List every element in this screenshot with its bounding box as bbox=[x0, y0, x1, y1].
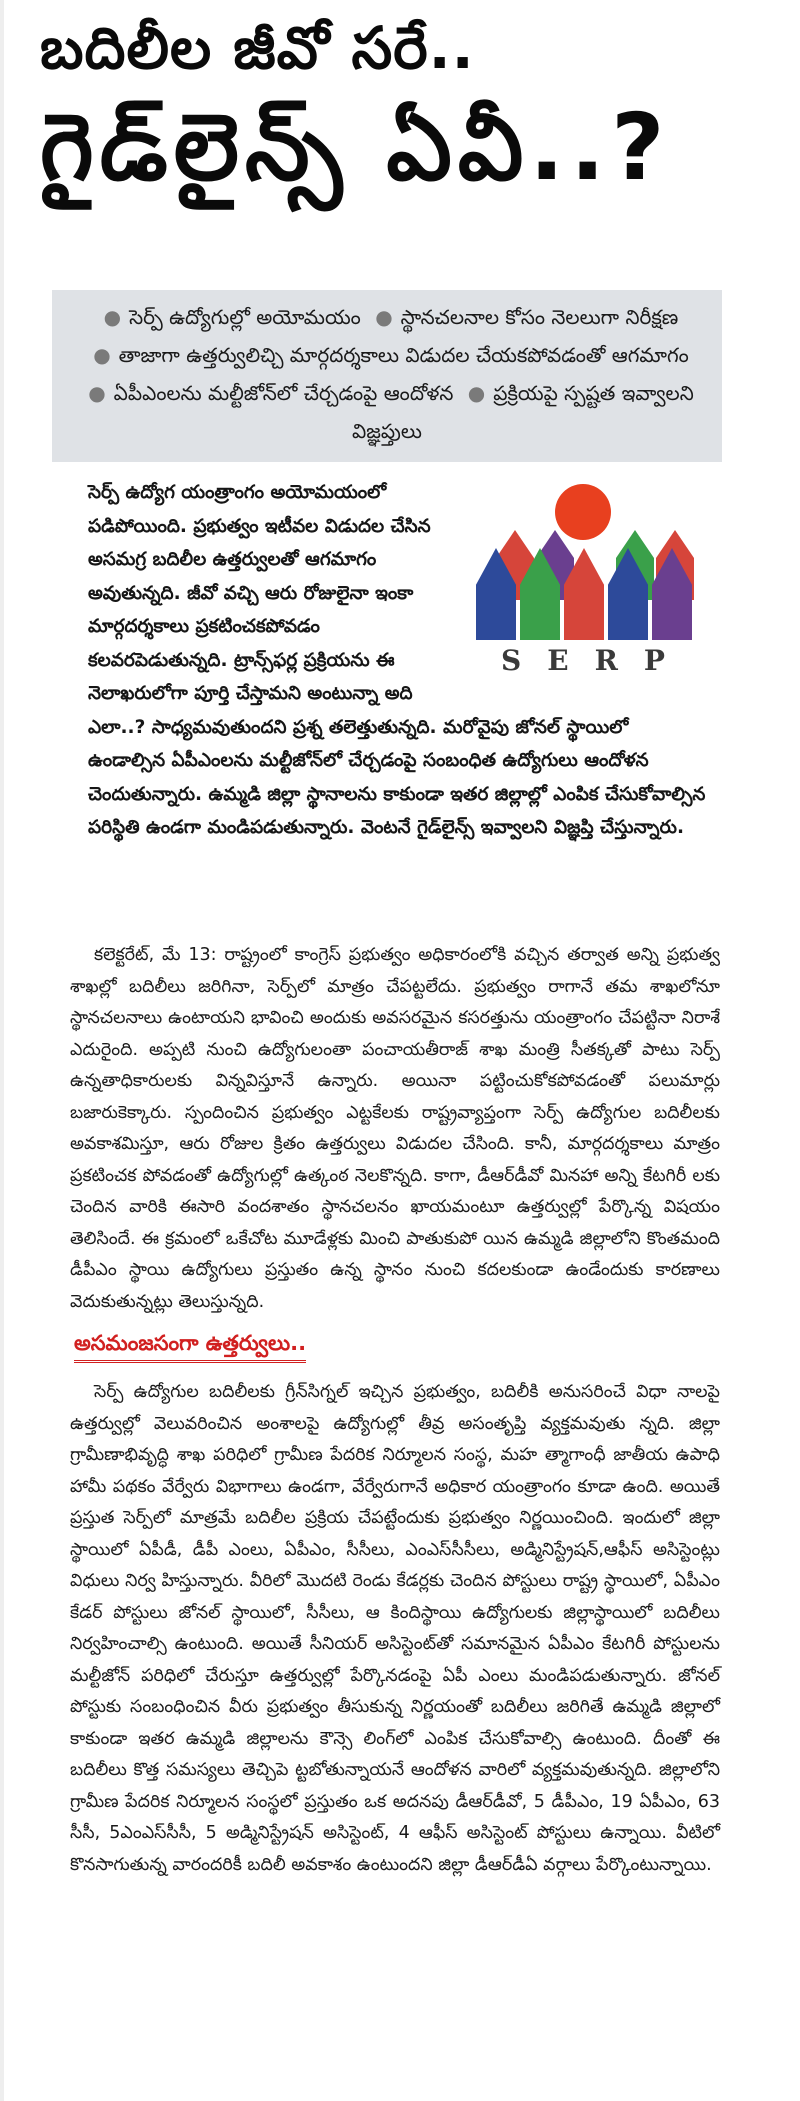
summary-point: తాజాగా ఉత్తర్వులిచ్చి మార్గదర్శకాలు విడుదల చేయకపోవడంతో ఆగమాగం bbox=[118, 343, 689, 367]
article-body bbox=[70, 940, 720, 1881]
serp-logo-icon bbox=[468, 482, 698, 642]
headline-line-2: గైడ్‌లైన్స్ ఏవీ..? bbox=[40, 94, 671, 201]
headline-line-1: బదిలీల జీవో సరే.. bbox=[40, 14, 475, 82]
bullet-icon: ● bbox=[375, 305, 393, 329]
bullet-icon: ● bbox=[103, 305, 122, 329]
intro-text: సెర్ప్ ఉద్యోగ యంత్రాంగం అయోమయంలో పడిపోయింది. ప్రభుత్వం ఇటీవల విడుదల చేసిన అసమగ్ర బదిలీల ఉత్తర్వులతో ఆగమాగం అవుతున్నది. జీవో వచ్చి ఆరు రోజులైనా ఇంకా మార్గదర్శకాలు ప్రకటించకపోవడం కలవరపెడుతున్నది. ట్రాన్స్‌ఫర్ల ప్రక్రియను ఈ నెలాఖరులోగా పూర్తి చేస్తామని అంటున్నా అది ఎలా..? సాధ్యమవుతుందని ప్రశ్న తలెత్తుతున్నది. మరోవైపు జోనల్ స్థాయిలో ఉండాల్సిన ఏపీఎంలను మల్టీజోన్‌లో చేర్చడంపై సంబంధిత ఉద్యోగులు ఆందోళన చెందుతున్నారు. ఉమ్మడి జిల్లా స్థానాలను కాకుండా ఇతర జిల్లాల్లో ఎంపిక చేసుకోవాల్సిన పరిస్థితి ఉండగా మండిపడుతున్నారు. వెంటనే గైడ్‌లైన్స్ ఇవ్వాలని విజ్ఞప్తి చేస్తున్నారు. bbox=[88, 482, 706, 838]
summary-box bbox=[52, 290, 722, 462]
bullet-icon: ● bbox=[93, 343, 111, 367]
bullet-icon: ● bbox=[467, 381, 486, 405]
intro-section bbox=[88, 476, 708, 845]
article-subheading: అసమంజసంగా ఉత్తర్వులు.. bbox=[74, 1328, 306, 1363]
article-paragraph: కలెక్టరేట్, మే 13: రాష్ట్రంలో కాంగ్రెస్ ప్రభుత్వం అధికారంలోకి వచ్చిన తర్వాత అన్ని ప్రభుత్వ శాఖల్లో బదిలీలు జరిగినా, సెర్ప్‌లో మాత్రం చేపట్టలేదు. ప్రభుత్వం రాగానే తమ శాఖలోనూ స్థానచలనాలు ఉంటాయని భావించి అందుకు అవసరమైన కసరత్తును యంత్రాంగం చేపట్టినా నిరాశే ఎదురైంది. అప్పటి నుంచి ఉద్యోగులంతా పంచాయతీరాజ్ శాఖ మంత్రి సీతక్కతో పాటు సెర్ప్ ఉన్నతాధికారులకు విన్నవిస్తూనే ఉన్నారు. అయినా పట్టించుకోకపోవడంతో పలుమార్లు బజారుకెక్కారు. స్పందించిన ప్రభుత్వం ఎట్టకేలకు రాష్ట్రవ్యాప్తంగా సెర్ప్ ఉద్యోగుల బదిలీలకు అవకాశమిస్తూ, ఆరు రోజుల క్రితం ఉత్తర్వులు విడుదల చేసింది. కానీ, మార్గదర్శకాలు మాత్రం ప్రకటించక పోవడంతో ఉద్యోగుల్లో ఉత్కంఠ నెలకొన్నది. కాగా, డీఆర్‌డీవో మినహా అన్ని కేటగిరీ లకు చెందిన వారికి ఈసారి వందశాతం స్థానచలనం ఖాయమంటూ ఉత్తర్వుల్లో పేర్కొన్న విషయం తెలిసిందే. ఈ క్రమంలో ఒకేచోట మూడేళ్లకు మించి పాతుకుపో యిన ఉమ్మడి జిల్లాలోని కొంతమంది డీపీఎం స్థాయి ఉద్యోగులు ప్రస్తుతం ఉన్న స్థానం నుంచి కదలకుండా ఉండేందుకు కారణాలు వెదుకుతున్నట్లు తెలుస్తున్నది. bbox=[70, 945, 720, 1312]
summary-point: సెర్ప్ ఉద్యోగుల్లో అయోమయం bbox=[129, 305, 361, 329]
page-edge bbox=[0, 0, 4, 2101]
serp-logo-text: SERP bbox=[501, 644, 691, 677]
article-paragraph: సెర్ప్ ఉద్యోగుల బదిలీలకు గ్రీన్‌సిగ్నల్ ఇచ్చిన ప్రభుత్వం, బదిలీకి అనుసరించే విధా నాలపై ఉత్తర్వుల్లో వెలువరించిన అంశాలపై ఉద్యోగుల్లో తీవ్ర అసంతృప్తి వ్యక్తమవుతు న్నది. జిల్లా గ్రామీణాభివృద్ధి శాఖ పరిధిలో గ్రామీణ పేదరిక నిర్మూలన సంస్థ, మహ త్మాగాంధీ జాతీయ ఉపాధి హామీ పథకం వేర్వేరు విభాగాలు ఉండగా, వేర్వేరుగానే అధికార యంత్రాంగం కూడా ఉంది. అయితే ప్రస్తుత సెర్ప్‌లో మాత్రమే బదిలీల ప్రక్రియ చేపట్టేందుకు ప్రభుత్వం నిర్ణయించింది. ఇందులో జిల్లా స్థాయిలో ఏపీడీ, డీపీ ఎంలు, ఏపీఎం, సీసీలు, ఎంఎస్‌సీసీలు, అడ్మినిస్ట్రేషన్,ఆఫీస్ అసిస్టెంట్లు విధులు నిర్వ హిస్తున్నారు. వీరిలో మొదటి రెండు కేడర్లకు చెందిన పోస్టులు రాష్ట్ర స్థాయిలో, ఏపీఎం కేడర్ పోస్టులు జోనల్ స్థాయిలో, సీసీలు, ఆ కిందిస్థాయి ఉద్యోగులకు జిల్లాస్థాయిలో బదిలీలు నిర్వహించాల్సి ఉంటుంది. అయితే సీనియర్ అసిస్టెంట్‌తో సమానమైన ఏపీఎం కేటగిరీ పోస్టులను మల్టీజోన్ పరిధిలో చేరుస్తూ ఉత్తర్వుల్లో పేర్కొనడంపై ఏపీ ఎంలు మండిపడుతున్నారు. జోనల్ పోస్టుకు సంబంధించిన వీరు ప్రభుత్వం తీసుకున్న నిర్ణయంతో బదిలీలు జరిగితే ఉమ్మడి జిల్లాలో కాకుండా ఇతర ఉమ్మడి జిల్లాలను కౌన్సె లింగ్‌లో ఎంపిక చేసుకోవాల్సి ఉంటుంది. దీంతో ఈ బదిలీలు కొత్త సమస్యలు తెచ్చిపె ట్టబోతున్నాయనే ఆందోళన వారిలో వ్యక్తమవుతున్నది. జిల్లాలోని గ్రామీణ పేదరిక నిర్మూలన సంస్థలో ప్రస్తుతం ఒక అదనపు డీఆర్‌డీవో, 5 డీపీఎం, 19 ఏపీఎం, 63 సీసీ, 5ఎంఎస్‌సీసీ, 5 అడ్మినిస్ట్రేషన్ అసిస్టెంట్, 4 ఆఫీస్ అసిస్టెంట్ పోస్టులు ఉన్నాయి. వీటిలో కొనసాగుతున్న వారందరికీ బదిలీ అవకాశం ఉంటుందని జిల్లా డీఆర్‌డీఏ వర్గాలు పేర్కొంటున్నాయి. bbox=[70, 1382, 720, 1875]
summary-point: స్థానచలనాల కోసం నెలలుగా నిరీక్షణ bbox=[400, 305, 679, 329]
summary-point: ప్రక్రియపై స్పష్టత ఇవ్వాలని విజ్ఞప్తులు bbox=[352, 381, 694, 443]
summary-point: ఏపీఎంలను మల్టీజోన్‌లో చేర్చడంపై ఆందోళన bbox=[113, 381, 454, 405]
bullet-icon: ● bbox=[88, 381, 106, 405]
serp-logo bbox=[458, 482, 708, 692]
